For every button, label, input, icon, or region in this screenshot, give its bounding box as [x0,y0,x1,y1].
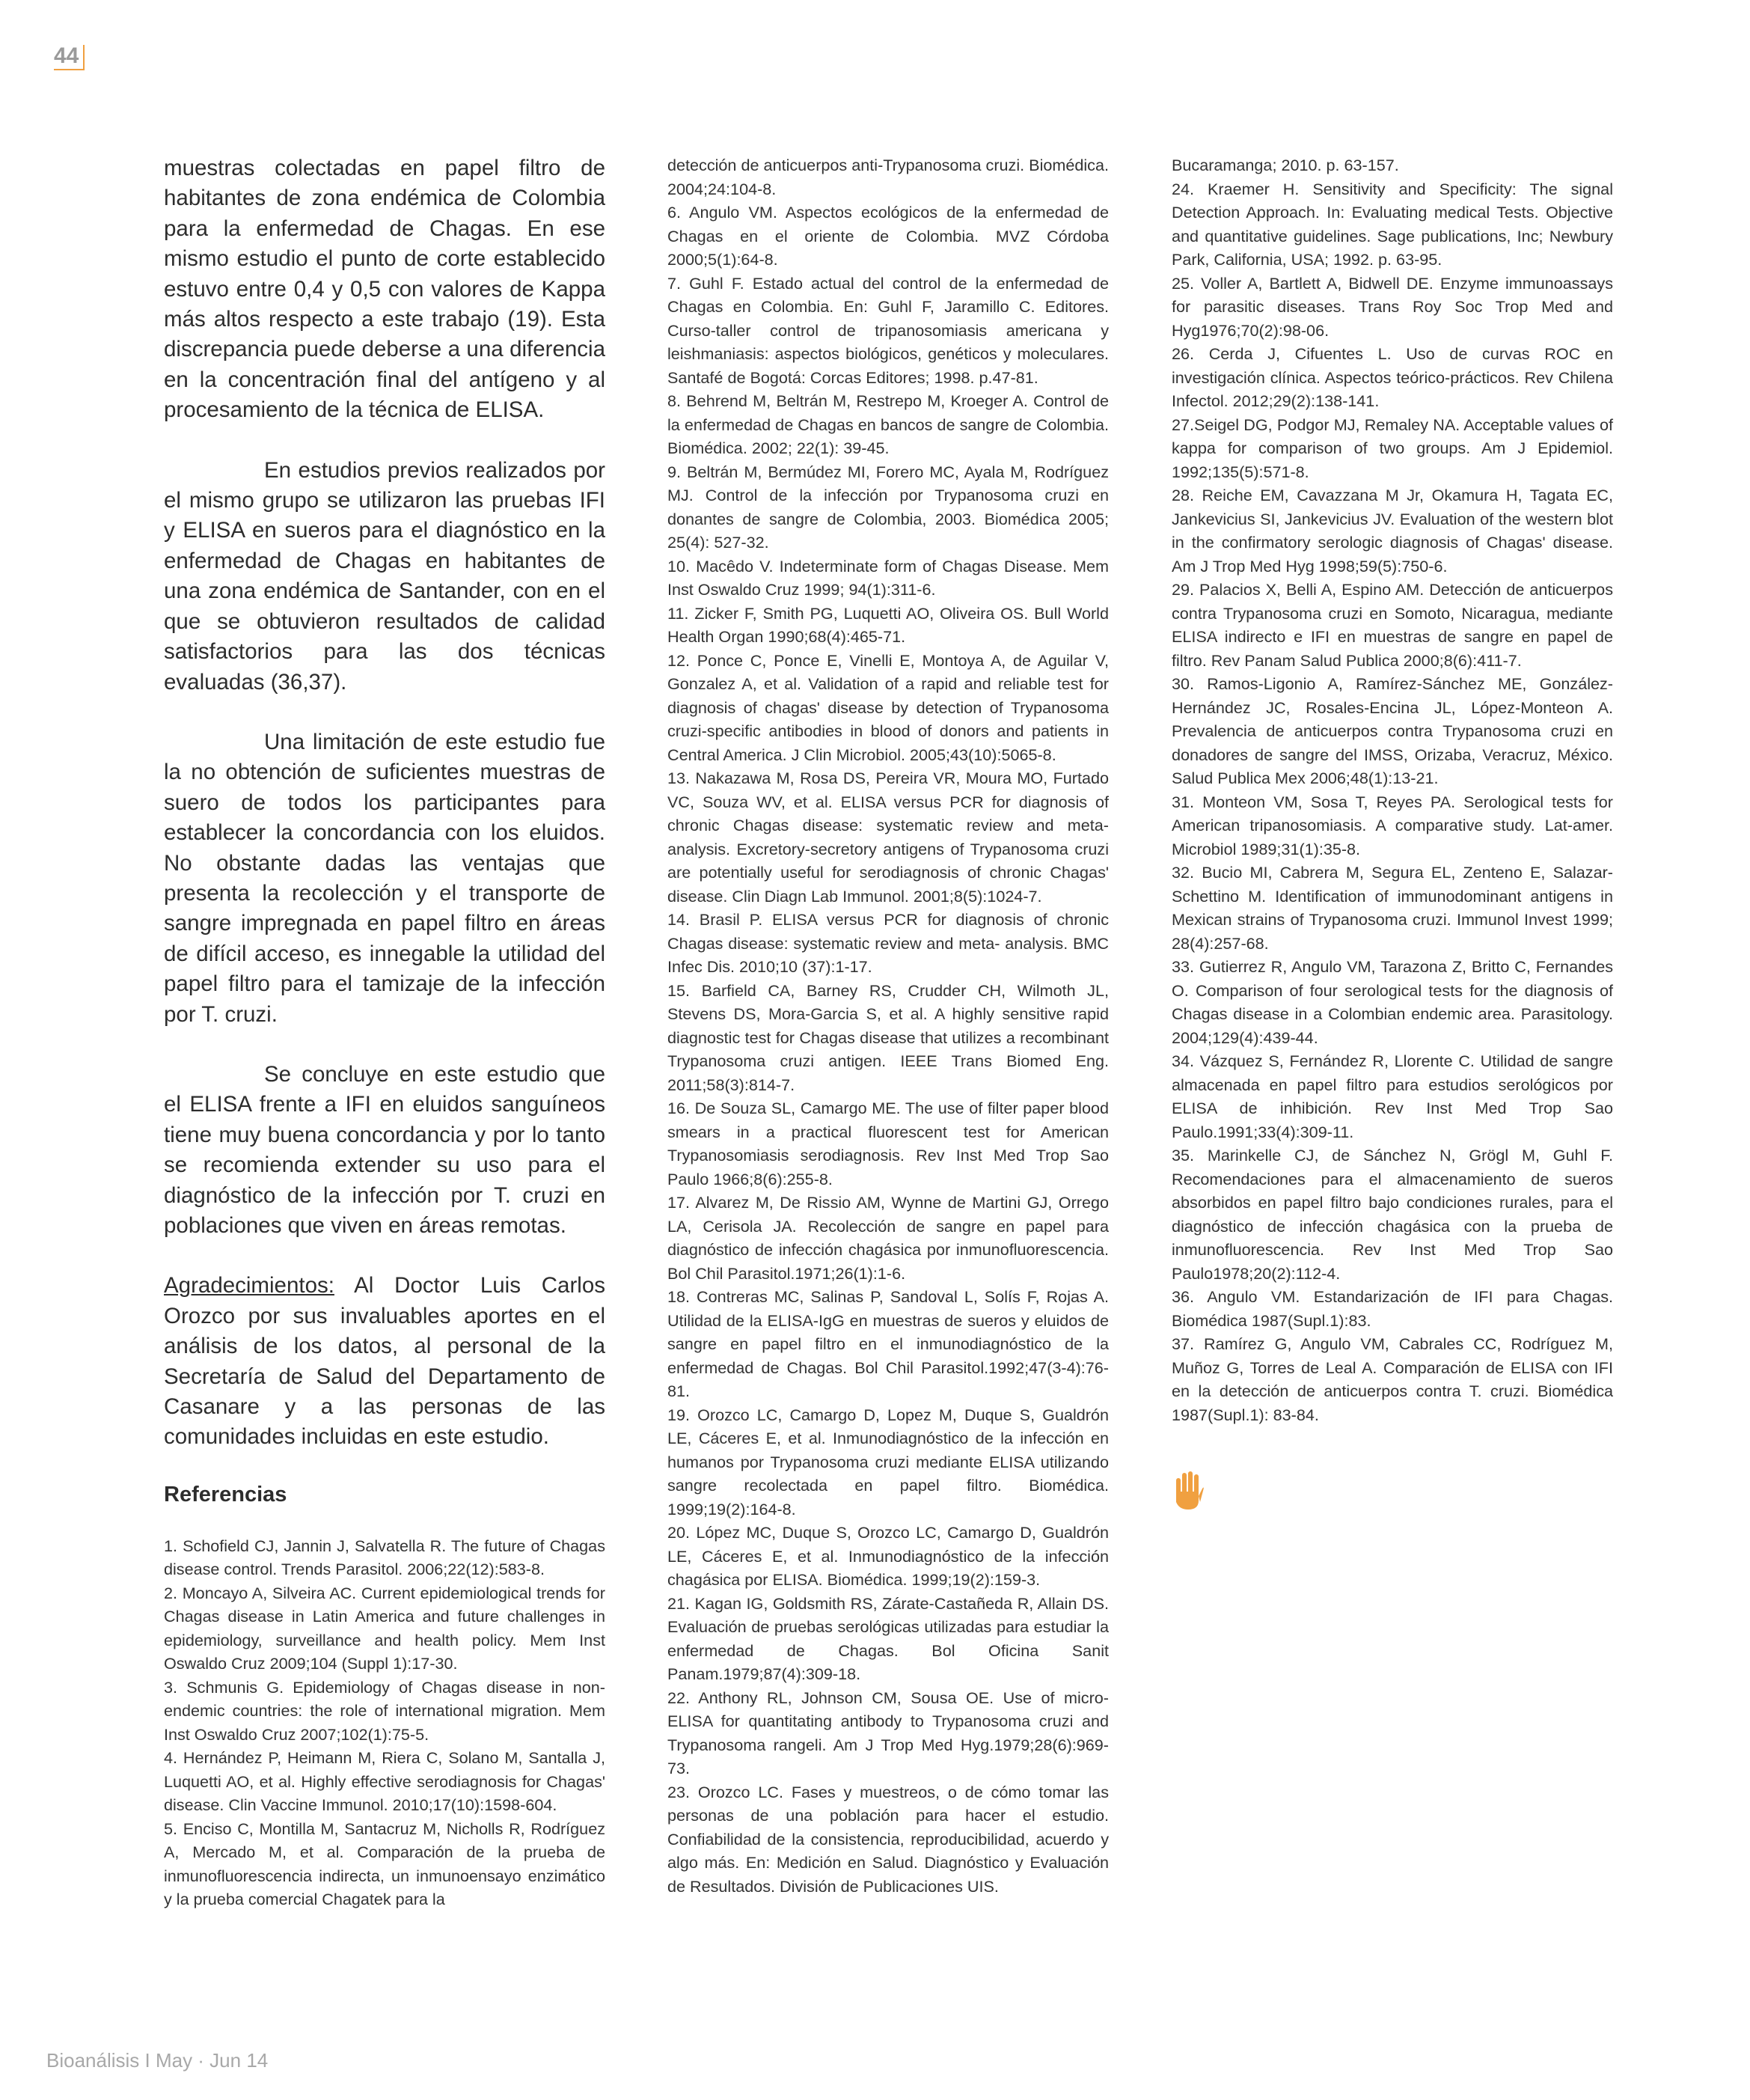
reference-item: 18. Contreras MC, Salinas P, Sandoval L, Solís F, Rojas A. Utilidad de la ELISA-IgG en muestras de sueros y eluidos de sangre en papel filtro en el inmunodiagnóstico de la enfermedad de Chagas. Bol Chil Parasitol.1992;47(3-4):76-81. [667,1287,1109,1400]
references-list-col3 [1172,153,1613,1426]
references-list-col1 [164,1534,605,1911]
reference-item: 34. Vázquez S, Fernández R, Llorente C. Utilidad de sangre almacenada en papel filtro para estudios serológicos por ELISA de inhibición. Rev Inst Med Trop Sao Paulo.1991;33(4):309-11. [1172,1051,1613,1141]
reference-item: 36. Angulo VM. Estandarización de IFI para Chagas. Biomédica 1987(Supl.1):83. [1172,1287,1613,1330]
reference-item: 22. Anthony RL, Johnson CM, Sousa OE. Use of micro-ELISA for quantitating antibody to Trypanosoma cruzi and Trypanosoma rangeli. Am J Trop Med Hyg.1979;28(6):969-73. [667,1688,1109,1777]
footer: Bioanálisis I May · Jun 14 [46,2049,269,2072]
reference-item: 15. Barfield CA, Barney RS, Crudder CH, Wilmoth JL, Stevens DS, Mora-Garcia S, et al. A highly sensitive rapid diagnostic test for Chagas disease that utilizes a recombinant Trypanosoma cruzi antigen. IEEE Trans Biomed Eng. 2011;58(3):814-7. [667,980,1109,1094]
body-paragraph-2: En estudios previos realizados por el mismo grupo se utilizaron las pruebas IFI y ELISA en sueros para el diagnóstico en la enfermedad de Chagas en habitantes de una zona endémica de Santander, con en el que se obtuvieron resultados de calidad satisfactorios para las dos técnicas evaluadas (36,37). [164,457,605,695]
reference-item: 25. Voller A, Bartlett A, Bidwell DE. Enzyme immunoassays for parasitic diseases. Trans Roy Soc Trop Med and Hyg1976;70(2):98-06. [1172,273,1613,340]
reference-item: 20. López MC, Duque S, Orozco LC, Camargo D, Gualdrón LE, Cáceres E, et al. Inmunodiagnóstico de la infección chagásica por ELISA. Biomédica. 1999;19(2):159-3. [667,1523,1109,1589]
page-number: 44 [54,45,85,70]
reference-item: 29. Palacios X, Belli A, Espino AM. Detección de anticuerpos contra Trypanosoma cruzi en Somoto, Nicaragua, mediante ELISA indirecto e IFI en muestras de sangre en papel de filtro. Rev Panam Salud Publica 2000;8(6):411-7. [1172,580,1613,670]
references-list-col2 [667,153,1109,1898]
reference-item: 33. Gutierrez R, Angulo VM, Tarazona Z, Britto C, Fernandes O. Comparison of four serological tests for the diagnosis of Chagas disease in a Colombian endemic area. Parasitology. 2004;129(4):439-44. [1172,957,1613,1047]
column-3 [1172,153,1613,1426]
reference-item: Bucaramanga; 2010. p. 63-157. [1172,156,1399,174]
hand-icon [1172,1471,1205,1511]
reference-item: 1. Schofield CJ, Jannin J, Salvatella R. The future of Chagas disease control. Trends Parasitol. 2006;22(12):583-8. [164,1536,605,1579]
reference-item: 2. Moncayo A, Silveira AC. Current epidemiological trends for Chagas disease in Latin America and future challenges in epidemiology, surveillance and health policy. Mem Inst Oswaldo Cruz 2009;104 (Suppl 1):17-30. [164,1583,605,1673]
reference-item: 10. Macêdo V. Indeterminate form of Chagas Disease. Mem Inst Oswaldo Cruz 1999; 94(1):311-6. [667,556,1109,599]
reference-item: 9. Beltrán M, Bermúdez MI, Forero MC, Ayala M, Rodríguez MJ. Control de la infección por Trypanosoma cruzi en donantes de sangre de Colombia, 2003. Biomédica 2005; 25(4): 527-32. [667,462,1109,552]
reference-item: 27.Seigel DG, Podgor MJ, Remaley NA. Acceptable values of kappa for comparison of two groups. Am J Epidemiol. 1992;135(5):571-8. [1172,415,1613,481]
reference-item: 6. Angulo VM. Aspectos ecológicos de la enfermedad de Chagas en el oriente de Colombia. MVZ Córdoba 2000;5(1):64-8. [667,203,1109,269]
reference-item: detección de anticuerpos anti-Trypanosoma cruzi. Biomédica. 2004;24:104-8. [667,156,1109,198]
reference-item: 37. Ramírez G, Angulo VM, Cabrales CC, Rodríguez M, Muñoz G, Torres de Leal A. Comparación de ELISA con IFI en la detección de anticuerpos contra T. cruzi. Biomédica 1987(Supl.1): 83-84. [1172,1334,1613,1424]
reference-item: 19. Orozco LC, Camargo D, Lopez M, Duque S, Gualdrón LE, Cáceres E, et al. Inmunodiagnóstico de la infección en humanos por Trypanosoma cruzi mediante ELISA utilizando sangre recolectada en papel filtro. Biomédica. 1999;19(2):164-8. [667,1405,1109,1518]
reference-item: 8. Behrend M, Beltrán M, Restrepo M, Kroeger A. Control de la enfermedad de Chagas en bancos de sangre de Colombia. Biomédica. 2002; 22(1): 39-45. [667,391,1109,457]
reference-item: 11. Zicker F, Smith PG, Luquetti AO, Oliveira OS. Bull World Health Organ 1990;68(4):465-71. [667,603,1109,646]
reference-item: 24. Kraemer H. Sensitivity and Specificity: The signal Detection Approach. In: Evaluating medical Tests. Objective and quantitative guidelines. Sage publications, Inc; Newbury Park, California, USA; 1992. p. 63-95. [1172,179,1613,269]
references-heading: Referencias [164,1482,287,1507]
reference-item: 7. Guhl F. Estado actual del control de la enfermedad de Chagas en Colombia. En: Guhl F, Jaramillo C. Editores. Curso-taller control de tripanosomiasis americana y leishmaniasis: aspectos biológicos, genéticos y moleculares. Santafé de Bogotá: Corcas Editores; 1998. p.47-81. [667,273,1109,387]
body-paragraph-4: Se concluye en este estudio que el ELISA frente a IFI en eluidos sanguíneos tiene muy buena concordancia y por lo tanto se recomienda extender su uso para el diagnóstico de la infección por T. cruzi en poblaciones que viven en áreas remotas. [164,1061,605,1238]
reference-item: 5. Enciso C, Montilla M, Santacruz M, Nicholls R, Rodríguez A, Mercado M, et al. Comparación de la prueba de inmunofluorescencia indirecta, un inmunoensayo enzimático y la prueba comercial Chagatek para la [164,1819,605,1909]
reference-item: 13. Nakazawa M, Rosa DS, Pereira VR, Moura MO, Furtado VC, Souza WV, et al. ELISA versus PCR for diagnosis of chronic Chagas disease: systematic review and meta- analysis. Excretory-secretory antigens of Trypanosoma cruzi are potentially useful for serodiagnosis of chronic Chagas' disease. Clin Diagn Lab Immunol. 2001;8(5):1024-7. [667,769,1109,906]
body-paragraph-1: muestras colectadas en papel filtro de habitantes de zona endémica de Colombia para la enfermedad de Chagas. En ese mismo estudio el punto de corte establecido estuvo entre 0,4 y 0,5 con valores de Kappa más altos respecto a este trabajo (19). Esta discrepancia puede deberse a una diferencia en la concentración final del antígeno y al procesamiento de la técnica de ELISA. [164,156,605,423]
reference-item: 14. Brasil P. ELISA versus PCR for diagnosis of chronic Chagas disease: systematic review and meta- analysis. BMC Infec Dis. 2010;10 (37):1-17. [667,910,1109,976]
reference-item: 32. Bucio MI, Cabrera M, Segura EL, Zenteno E, Salazar-Schettino M. Identification of immunodominant antigens in Mexican strains of Trypanosoma cruzi. Immunol Invest 1999; 28(4):257-68. [1172,863,1613,953]
body-paragraph-3: Una limitación de este estudio fue la no obtención de suficientes muestras de suero de todos los participantes para establecer la concordancia con los eluidos. No obstante dadas las ventajas que presenta la recolección y el transporte de sangre impregnada en papel filtro en áreas de difícil acceso, es innegable la utilidad del papel filtro para el tamizaje de la infección por T. cruzi. [164,729,605,1027]
reference-item: 12. Ponce C, Ponce E, Vinelli E, Montoya A, de Aguilar V, Gonzalez A, et al. Validation of a rapid and reliable test for diagnosis of chagas' disease by detection of Trypanosoma cruzi-specific antibodies in blood of donors and patients in Central America. J Clin Microbiol. 2005;43(10):5065-8. [667,650,1109,764]
reference-item: 4. Hernández P, Heimann M, Riera C, Solano M, Santalla J, Luquetti AO, et al. Highly effective serodiagnosis for Chagas' disease. Clin Vaccine Immunol. 2010;17(10):1598-604. [164,1748,605,1815]
column-2 [667,153,1109,1898]
column-1 [164,153,605,1911]
acknowledgements [164,1271,605,1452]
reference-item: 3. Schmunis G. Epidemiology of Chagas disease in non-endemic countries: the role of international migration. Mem Inst Oswaldo Cruz 2007;102(1):75-5. [164,1677,605,1744]
reference-item: 30. Ramos-Ligonio A, Ramírez-Sánchez ME, González-Hernández JC, Rosales-Encina JL, López-Monteon A. Prevalencia de anticuerpos contra Trypanosoma cruzi en donadores de sangre del IMSS, Orizaba, Veracruz, México. Salud Publica Mex 2006;48(1):13-21. [1172,674,1613,787]
acknowledgements-label: Agradecimientos: [164,1273,334,1298]
reference-item: 26. Cerda J, Cifuentes L. Uso de curvas ROC en investigación clínica. Aspectos teórico-prácticos. Rev Chilena Infectol. 2012;29(2):138-141. [1172,344,1613,410]
reference-item: 28. Reiche EM, Cavazzana M Jr, Okamura H, Tagata EC, Jankevicius SI, Jankevicius JV. Evaluation of the western blot in the confirmatory serologic diagnosis of Chagas' disease. Am J Trop Med Hyg 1998;59(5):750-6. [1172,486,1613,576]
acknowledgements-text: Al Doctor Luis Carlos Orozco por sus invaluables aportes en el análisis de los datos, al personal de la Secretaría de Salud del Departamento de Casanare y a las personas de las comunidades incluidas en este estudio. [164,1273,605,1450]
reference-item: 23. Orozco LC. Fases y muestreos, o de cómo tomar las personas de una población para hacer el estudio. Confiabilidad de la consistencia, reproducibilidad, acuerdo y algo más. En: Medición en Salud. Diagnóstico y Evaluación de Resultados. División de Publicaciones UIS. [667,1782,1109,1896]
reference-item: 16. De Souza SL, Camargo ME. The use of filter paper blood smears in a practical fluorescent test for American Trypanosomiasis serodiagnosis. Rev Inst Med Trop Sao Paulo 1966;8(6):255-8. [667,1099,1109,1188]
reference-item: 35. Marinkelle CJ, de Sánchez N, Grögl M, Guhl F. Recomendaciones para el almacenamiento de sueros absorbidos en papel filtro bajo condiciones rurales, para el diagnóstico de infección chagásica con la prueba de inmunofluorescencia. Rev Inst Med Trop Sao Paulo1978;20(2):112-4. [1172,1146,1613,1283]
reference-item: 21. Kagan IG, Goldsmith RS, Zárate-Castañeda R, Allain DS. Evaluación de pruebas serológicas utilizadas para estudiar la enfermedad de Chagas. Bol Oficina Sanit Panam.1979;87(4):309-18. [667,1593,1109,1683]
reference-item: 31. Monteon VM, Sosa T, Reyes PA. Serological tests for American tripanosomiasis. A comparative study. Lat-amer. Microbiol 1989;31(1):35-8. [1172,792,1613,858]
reference-item: 17. Alvarez M, De Rissio AM, Wynne de Martini GJ, Orrego LA, Cerisola JA. Recolección de sangre en papel para diagnóstico de infección chagásica por inmunofluorescencia. Bol Chil Parasitol.1971;26(1):1-6. [667,1193,1109,1283]
